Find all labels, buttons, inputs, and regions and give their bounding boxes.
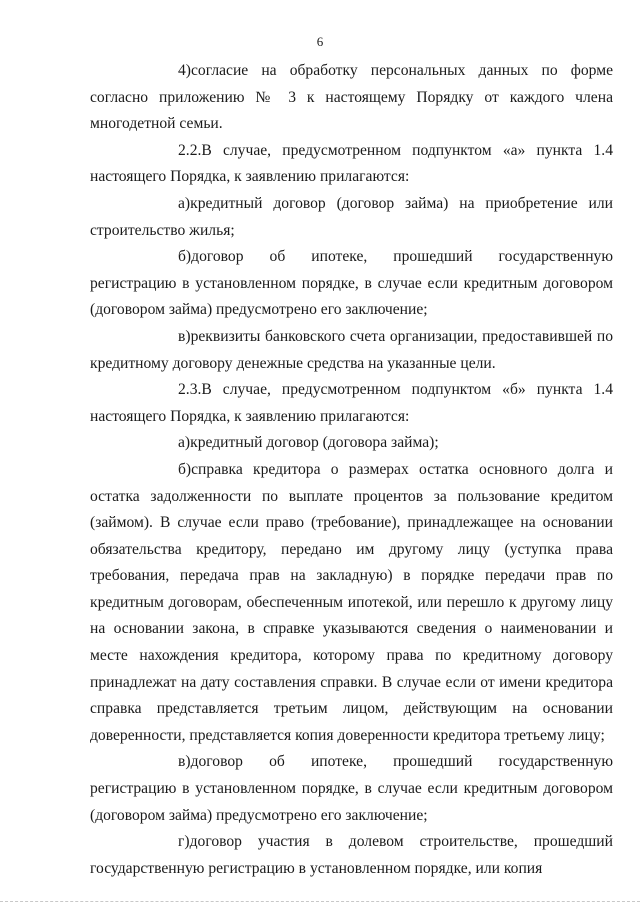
list-marker: в) bbox=[178, 753, 191, 771]
list-marker: б) bbox=[178, 460, 192, 478]
paragraph-text: справка кредитора о размерах остатка основного долга и остатка задолженности по выплате процентов за пользование кредитом (займом). В случае если право (требование), принадлежащее на основании обязательства кредитору, передано им другому лицу (уступка права требования, передача прав на закладную) в порядке передачи прав по кредитным договорам, обеспеченным ипотекой, или перешло к другому лицу на основании закона, в справке указываются сведения о наименовании и месте нахождения кредитора, которому права по кредитному договору принадлежат на дату составления справки. В случае если от имени кредитора справка представляется третьим лицом, действующим на основании доверенности, представляется копия доверенности кредитора третьему лицу; bbox=[90, 460, 613, 744]
document-body bbox=[90, 58, 613, 882]
list-marker: в) bbox=[178, 327, 191, 345]
paragraph-item-v bbox=[90, 749, 613, 829]
paragraph-text: договор участия в долевом строительстве, прошедший государственную регистрацию в установленном порядке, или копия bbox=[90, 833, 613, 877]
paragraph-text: договор об ипотеке, прошедший государственную регистрацию в установленном порядке, в случае если кредитным договором (договором займа) предусмотрено его заключение; bbox=[90, 753, 613, 824]
paragraph-section-2-2 bbox=[90, 138, 613, 191]
list-marker: г) bbox=[178, 833, 190, 851]
paragraph-item-b bbox=[90, 244, 613, 324]
paragraph-item-a bbox=[90, 430, 613, 457]
paragraph-text: В случае, предусмотренном подпунктом «а» пункта 1.4 настоящего Порядка, к заявлению прилагаются: bbox=[90, 141, 613, 186]
section-number: 2.3. bbox=[178, 381, 202, 399]
paragraph-item-g bbox=[90, 829, 613, 882]
page-bottom-edge bbox=[0, 901, 640, 903]
page-number: 6 bbox=[316, 34, 324, 49]
paragraph-text: реквизиты банковского счета организации, предоставившей по кредитному договору денежные средства на указанные цели. bbox=[90, 327, 613, 372]
list-marker: б) bbox=[178, 248, 192, 266]
paragraph-item-b bbox=[90, 457, 613, 750]
section-number: 2.2. bbox=[178, 141, 202, 159]
paragraph-item-a bbox=[90, 191, 613, 244]
list-marker: а) bbox=[178, 434, 191, 452]
paragraph-text: договор об ипотеке, прошедший государственную регистрацию в установленном порядке, в случае если кредитным договором (договором займа) предусмотрено его заключение; bbox=[90, 248, 613, 319]
list-marker: а) bbox=[178, 194, 191, 212]
paragraph-text: согласие на обработку персональных данных по форме согласно приложению № 3 к настоящему Порядку от каждого члена многодетной семьи. bbox=[90, 62, 613, 133]
paragraph-text: В случае, предусмотренном подпунктом «б» пункта 1.4 настоящего Порядка, к заявлению прилагаются: bbox=[90, 381, 613, 425]
list-marker: 4) bbox=[178, 62, 191, 79]
paragraph-item-4 bbox=[90, 58, 613, 138]
paragraph-item-v bbox=[90, 324, 613, 377]
paragraph-text: кредитный договор (договор займа) на приобретение или строительство жилья; bbox=[90, 194, 613, 239]
paragraph-section-2-3 bbox=[90, 377, 613, 430]
paragraph-text: кредитный договор (договора займа); bbox=[190, 434, 439, 452]
